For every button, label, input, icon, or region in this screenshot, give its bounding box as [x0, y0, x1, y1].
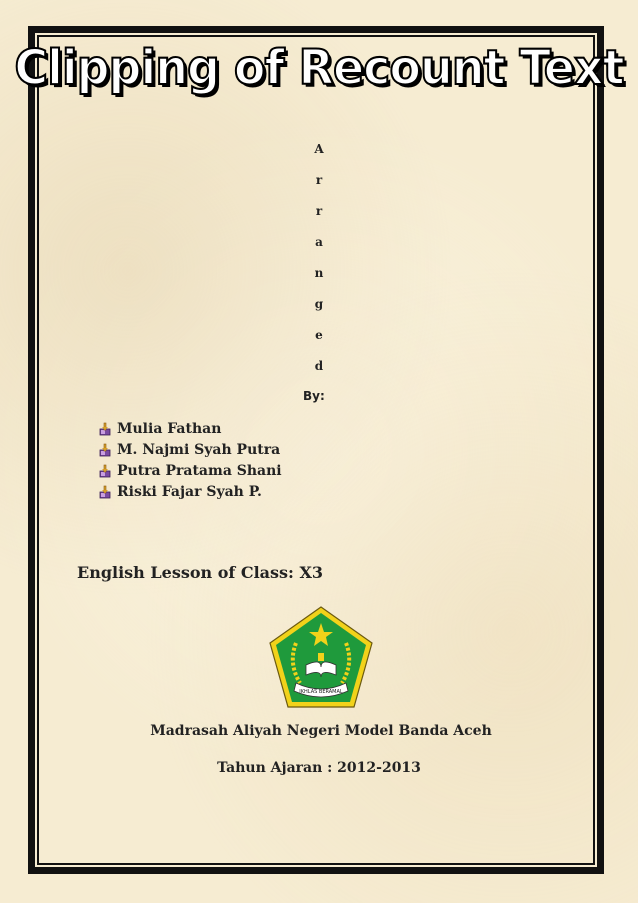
list-item [98, 418, 282, 439]
arranged-letter: g [314, 297, 324, 311]
book-bullet-icon [98, 422, 112, 436]
school-name: Madrasah Aliyah Negeri Model Banda Aceh [150, 723, 492, 739]
member-name: M. Najmi Syah Putra [117, 441, 281, 458]
member-name: Mulia Fathan [117, 420, 222, 437]
emblem-banner-text: IKHLAS BERAMAL [299, 689, 343, 695]
arranged-letter: r [315, 173, 323, 187]
member-list [98, 418, 282, 502]
book-bullet-icon [98, 464, 112, 478]
arranged-letter: d [314, 359, 324, 373]
arranged-vertical-text [312, 142, 326, 390]
member-name: Riski Fajar Syah P. [117, 483, 262, 500]
list-item [98, 439, 282, 460]
member-name: Putra Pratama Shani [117, 462, 282, 479]
list-item [98, 481, 282, 502]
academic-year: Tahun Ajaran : 2012-2013 [217, 760, 421, 776]
arranged-letter: e [315, 328, 323, 342]
book-bullet-icon [98, 485, 112, 499]
by-label: By: [303, 389, 325, 403]
arranged-letter: A [314, 142, 324, 156]
lesson-line: English Lesson of Class: X3 [77, 563, 324, 582]
arranged-letter: n [314, 266, 324, 280]
arranged-letter: a [315, 235, 323, 249]
list-item [98, 460, 282, 481]
arranged-letter: r [315, 204, 323, 218]
document-title: Clipping of Recount Text [14, 38, 624, 96]
book-bullet-icon [98, 443, 112, 457]
madrasah-emblem-icon [266, 603, 376, 713]
